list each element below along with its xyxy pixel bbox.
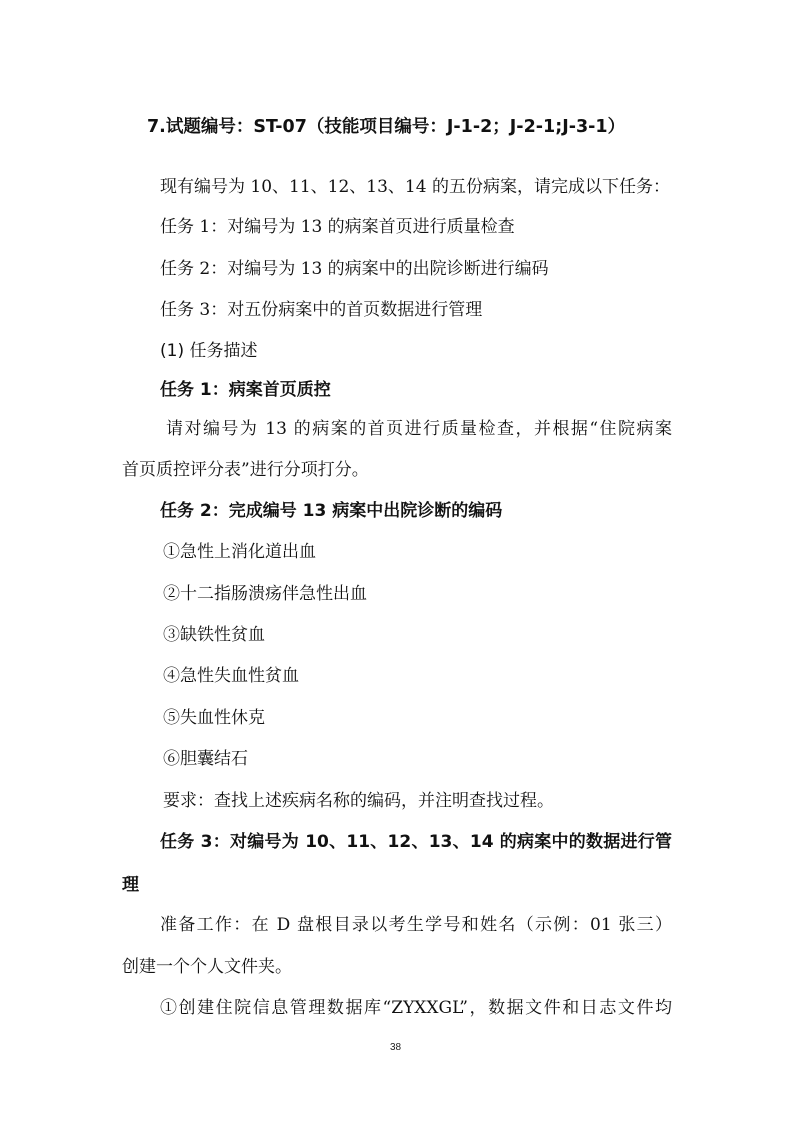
task-list-item: 任务 1：对编号为 13 的病案首页进行质量检查 xyxy=(160,217,515,237)
task1-body-cont: 首页质控评分表”进行分项打分。 xyxy=(122,460,369,480)
task3-prep-cont: 创建一个个人文件夹。 xyxy=(122,957,292,977)
diagnosis-item: ①急性上消化道出血 xyxy=(163,542,316,562)
diagnosis-item: ③缺铁性贫血 xyxy=(163,625,265,645)
task2-heading: 任务 2：完成编号 13 病案中出院诊断的编码 xyxy=(160,501,503,521)
diagnosis-item: ⑤失血性休克 xyxy=(163,708,265,728)
task-list-item: 任务 3：对五份病案中的首页数据进行管理 xyxy=(160,300,483,320)
section-heading: (1) 任务描述 xyxy=(160,341,258,361)
task3-prep: 准备工作：在 D 盘根目录以考生学号和姓名（示例：01 张三） xyxy=(160,915,672,935)
task1-body: 请对编号为 13 的病案的首页进行质量检查，并根据“住院病案 xyxy=(166,419,672,439)
task3-heading: 任务 3：对编号为 10、11、12、13、14 的病案中的数据进行管 xyxy=(160,832,672,852)
diagnosis-item: ④急性失血性贫血 xyxy=(163,666,299,686)
diagnosis-item: ⑥胆囊结石 xyxy=(163,749,248,769)
task-list-item: 任务 2：对编号为 13 的病案中的出院诊断进行编码 xyxy=(160,259,549,279)
task1-heading: 任务 1：病案首页质控 xyxy=(160,380,331,400)
task2-requirement: 要求：查找上述疾病名称的编码，并注明查找过程。 xyxy=(163,791,554,811)
task3-heading-cont: 理 xyxy=(122,875,139,895)
page-number: 38 xyxy=(390,1042,402,1053)
question-title: 7.试题编号：ST-07（技能项目编号：J-1-2；J-2-1;J-3-1） xyxy=(147,117,626,137)
task3-step1: ①创建住院信息管理数据库“ZYXXGL”，数据文件和日志文件均 xyxy=(160,998,672,1018)
diagnosis-item: ②十二指肠溃疡伴急性出血 xyxy=(163,584,367,604)
intro-text: 现有编号为 10、11、12、13、14 的五份病案，请完成以下任务： xyxy=(160,177,670,197)
